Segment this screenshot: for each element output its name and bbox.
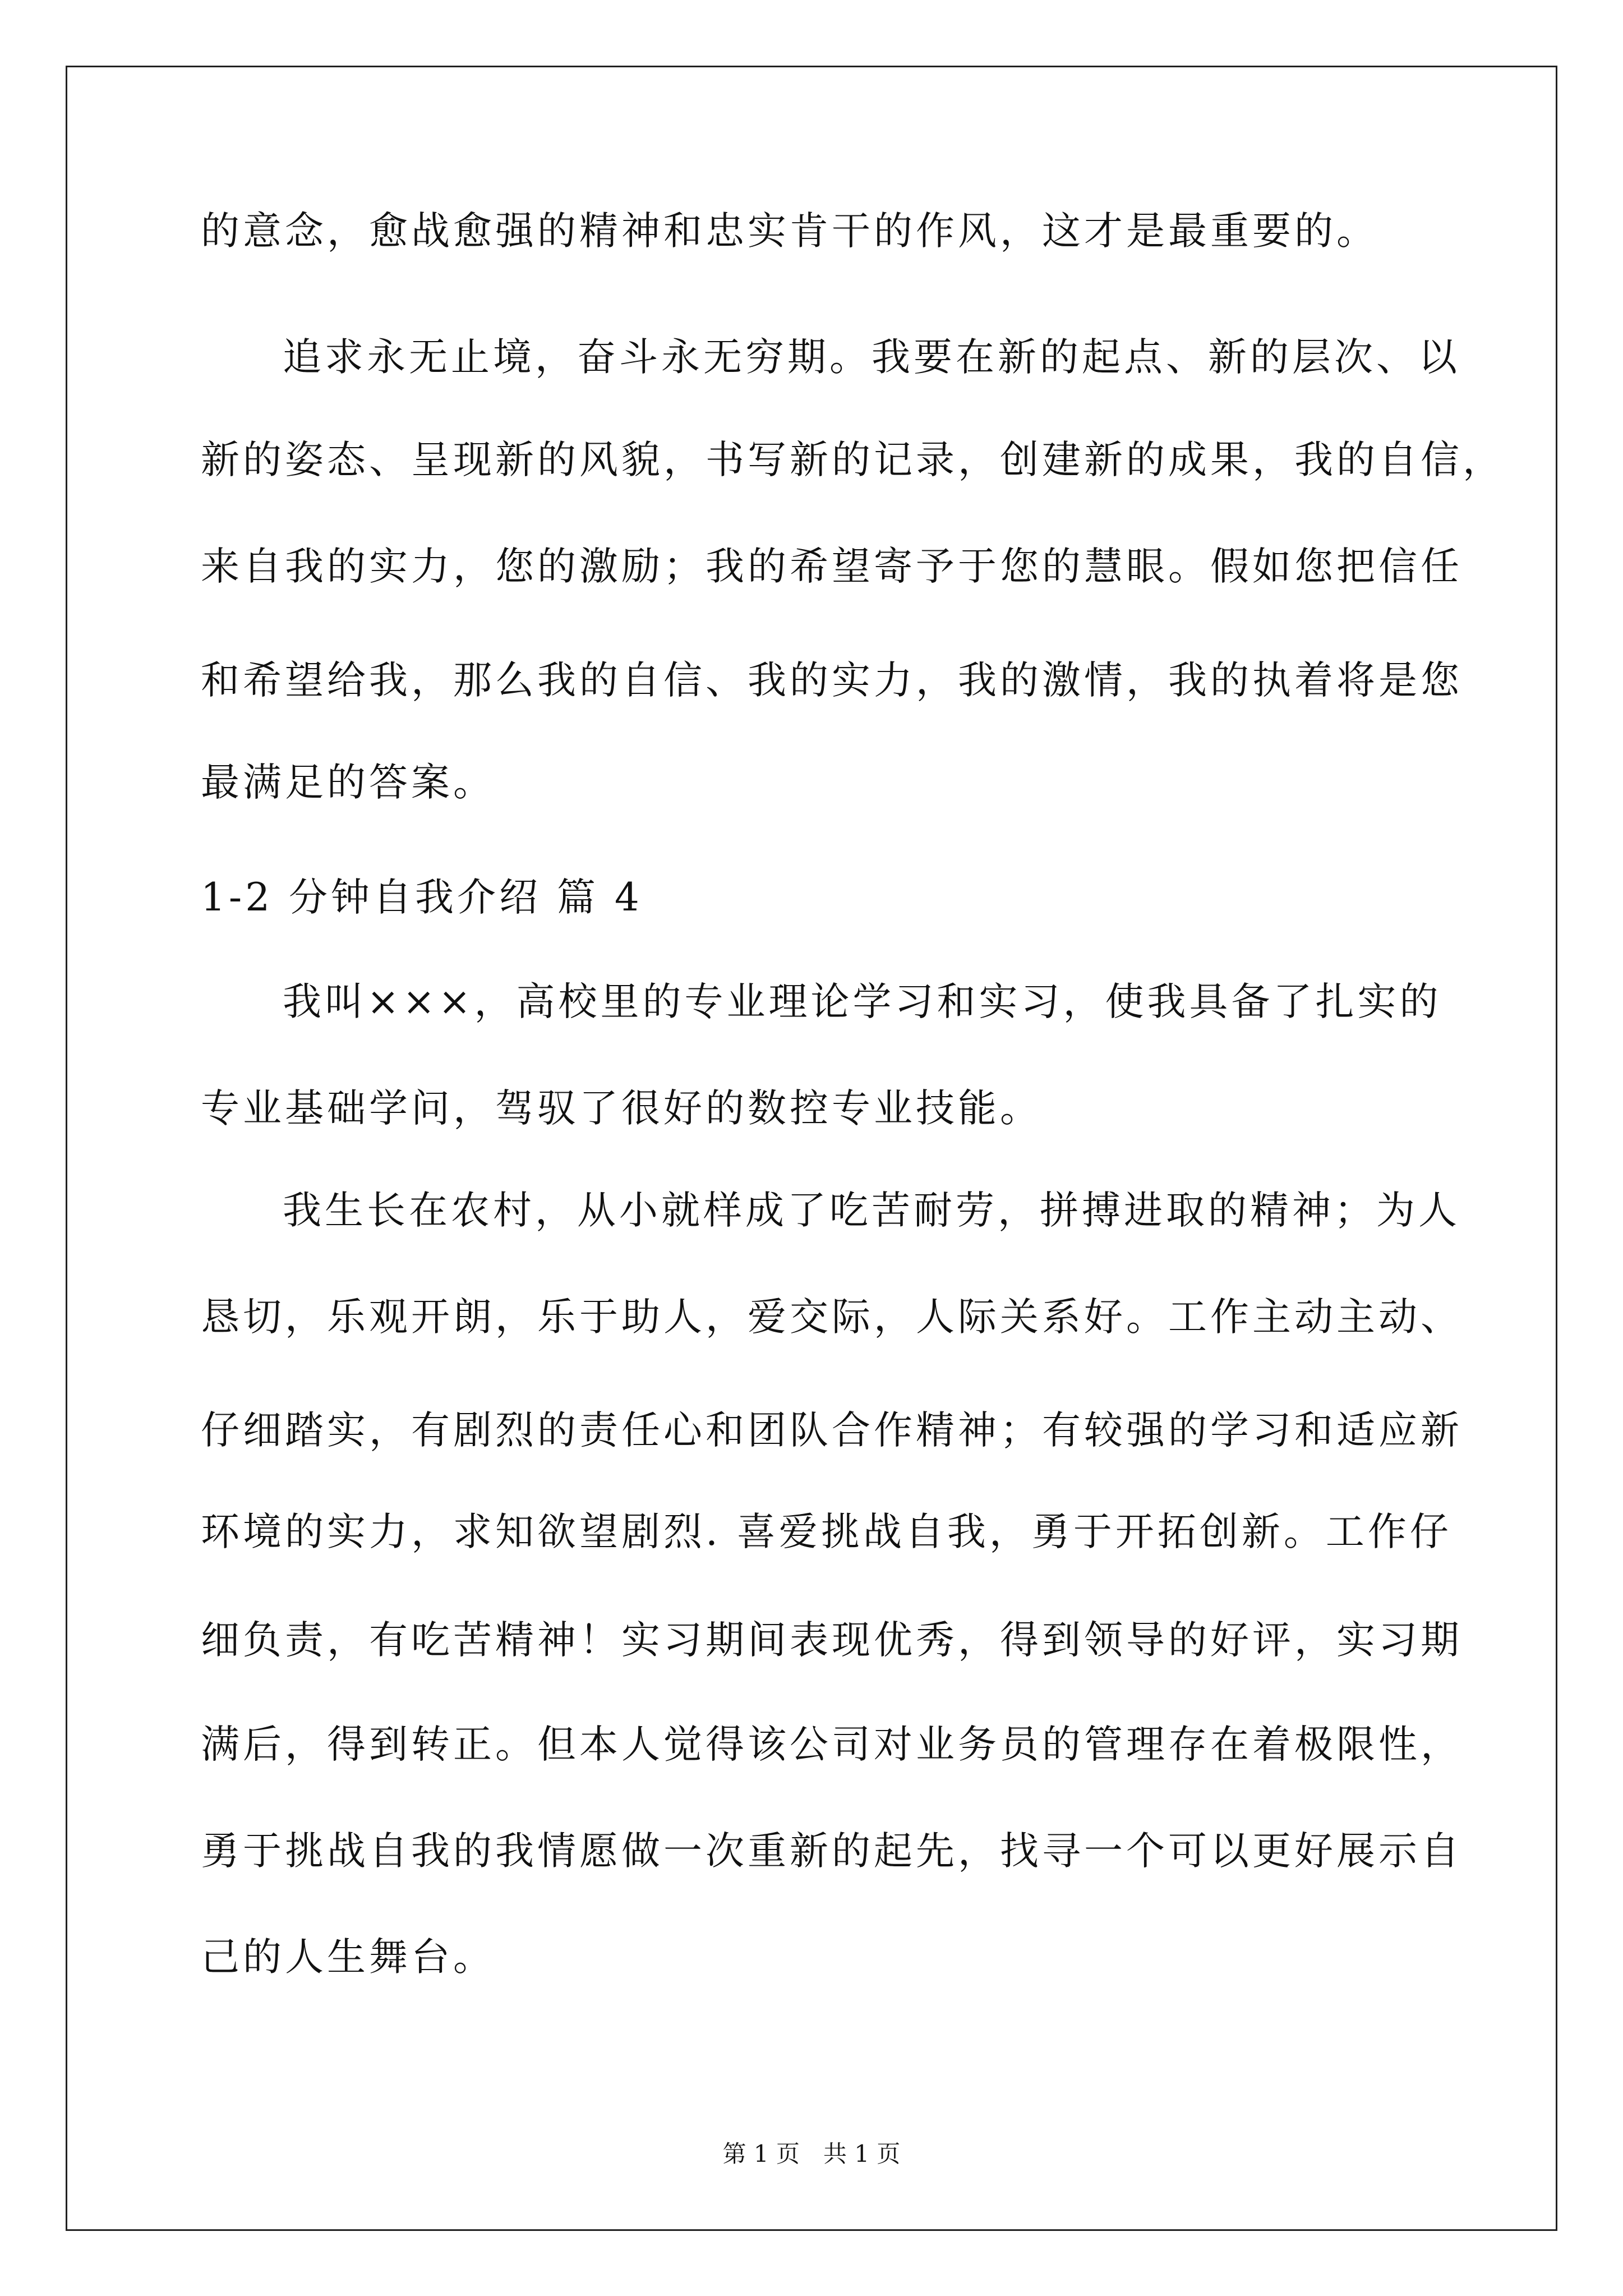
text-line: 细负责，有吃苦精神！实习期间表现优秀，得到领导的好评，实习期 (201, 1618, 1463, 1663)
text-line: 环境的实力，求知欲望剧烈. 喜爱挑战自我，勇于开拓创新。工作仔 (201, 1510, 1452, 1554)
text-line: 勇于挑战自我的我情愿做一次重新的起先，找寻一个可以更好展示自 (201, 1829, 1463, 1874)
page-border (66, 66, 1557, 2231)
text-line: 恳切，乐观开朗，乐于助人，爱交际，人际关系好。工作主动主动、 (201, 1295, 1463, 1340)
text-line: 最满足的答案。 (201, 760, 495, 805)
text-line: 新的姿态、呈现新的风貌，书写新的记录，创建新的成果，我的自信， (201, 438, 1505, 482)
text-line: 满后，得到转正。但本人觉得该公司对业务员的管理存在着极限性， (201, 1722, 1463, 1767)
text-line: 的意念，愈战愈强的精神和忠实肯干的作风，这才是最重要的。 (201, 209, 1378, 254)
page-footer: 第 1 页 共 1 页 (722, 2140, 901, 2168)
paragraph-first-line: 我生长在农村，从小就样成了吃苦耐劳，拼搏进取的精神；为人 (283, 1188, 1460, 1233)
text-line: 仔细踏实，有剧烈的责任心和团队合作精神；有较强的学习和适应新 (201, 1408, 1463, 1453)
paragraph-first-line: 追求永无止境，奋斗永无穷期。我要在新的起点、新的层次、以 (283, 335, 1460, 380)
text-line: 来自我的实力，您的激励；我的希望寄予于您的慧眼。假如您把信任 (201, 544, 1463, 589)
section-heading: 1-2 分钟自我介绍 篇 4 (201, 875, 643, 920)
text-line: 己的人生舞台。 (201, 1935, 495, 1980)
paragraph-first-line: 我叫×××，高校里的专业理论学习和实习，使我具备了扎实的 (283, 979, 1442, 1024)
text-line: 专业基础学问，驾驭了很好的数控专业技能。 (201, 1086, 1042, 1131)
text-line: 和希望给我，那么我的自信、我的实力，我的激情，我的执着将是您 (201, 658, 1463, 703)
